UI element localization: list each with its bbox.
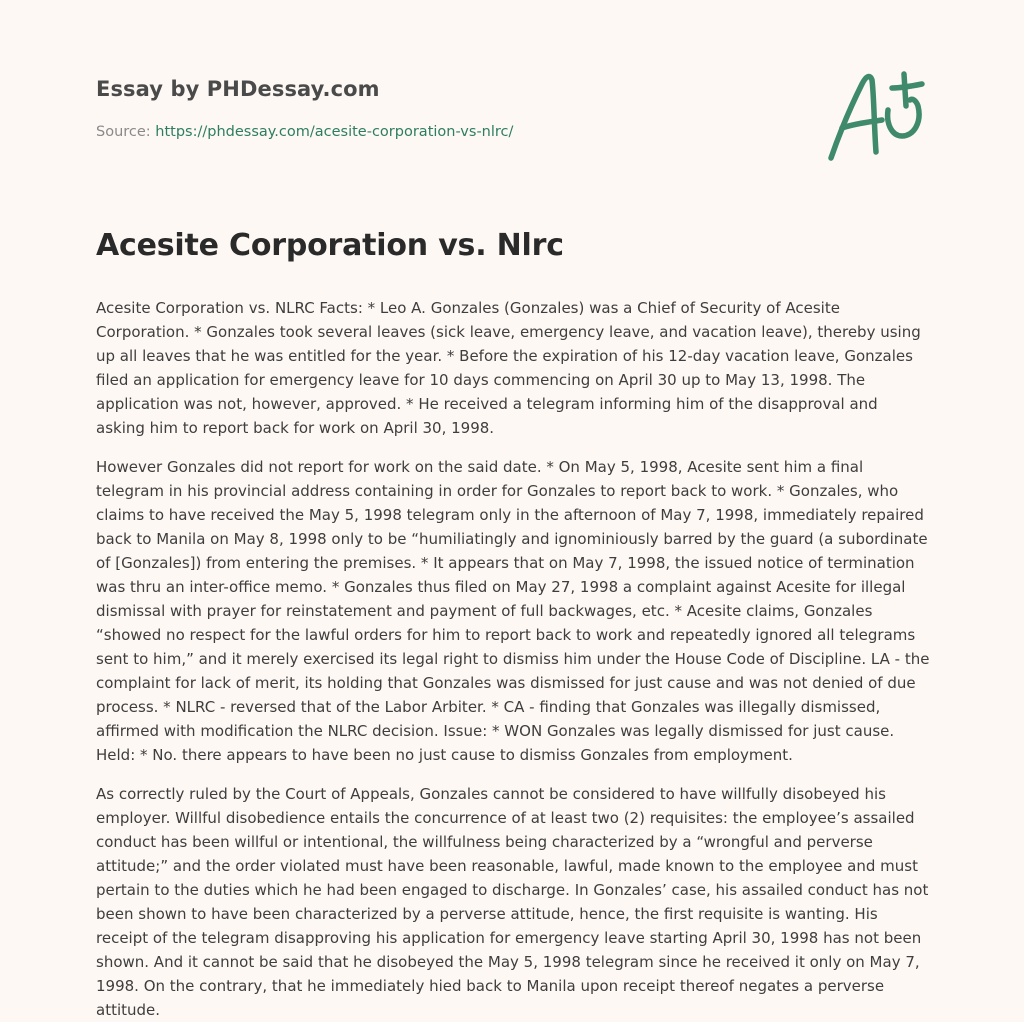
paragraph: However Gonzales did not report for work on the said date. * On May 5, 1998, Acesite sent him a final telegram in his provincial address containing in order for Gonzales to report back to work. * Gonzales, who claims to have received the May 5, 1998 telegram only in the afternoon of May 7, 1998, immediately repaired back to Manila on May 8, 1998 only to be “humiliatingly and ignominiously barred by the guard (a subordinate of [Gonzales]) from entering the premises. * It appears that on May 7, 1998, the issued notice of termination was thru an inter-office memo. * Gonzales thus filed on May 27, 1998 a complaint against Acesite for illegal dismissal with prayer for reinstatement and payment of full backwages, etc. * Acesite claims, Gonzales “showed no respect for the lawful orders for him to report back to work and repeatedly ignored all telegrams sent to him,” and it merely exercised its legal right to dismiss him under the House Code of Discipline. LA - the complaint for lack of merit, its holding that Gonzales was dismissed for just cause and was not denied of due process. * NLRC - reversed that of the Labor Arbiter. * CA - finding that Gonzales was illegally dismissed, affirmed with modification the NLRC decision. Issue: * WON Gonzales was legally dismissed for just cause. Held: * No. there appears to have been no just cause to dismiss Gonzales from employment. — [96, 458, 930, 764]
article-body — [96, 296, 930, 1022]
source-line — [96, 124, 513, 140]
source-link[interactable]: https://phdessay.com/acesite-corporation-vs-nlrc/ — [155, 124, 514, 140]
page-title: Acesite Corporation vs. Nlrc — [96, 228, 564, 263]
a-plus-logo-icon — [826, 66, 930, 164]
source-label: Source: — [96, 124, 151, 140]
header — [96, 0, 928, 200]
paragraph: Acesite Corporation vs. NLRC Facts: * Leo A. Gonzales (Gonzales) was a Chief of Security of Acesite Corporation. * Gonzales took several leaves (sick leave, emergency leave, and vacation leave), thereby using up all leaves that he was entitled for the year. * Before the expiration of his 12-day vacation leave, Gonzales filed an application for emergency leave for 10 days commencing on April 30 up to May 13, 1998. The application was not, however, approved. * He received a telegram informing him of the disapproval and asking him to report back for work on April 30, 1998. — [96, 299, 921, 437]
paragraph: As correctly ruled by the Court of Appeals, Gonzales cannot be considered to have willfully disobeyed his employer. Willful disobedience entails the concurrence of at least two (2) requisites: the employee’s assailed conduct has been willful or intentional, the willfulness being characterized by a “wrongful and perverse attitude;” and the order violated must have been reasonable, lawful, made known to the employee and must pertain to the duties which he had been engaged to discharge. In Gonzales’ case, his assailed conduct has not been shown to have been characterized by a perverse attitude, hence, the first requisite is wanting. His receipt of the telegram disapproving his application for emergency leave starting April 30, 1998 has not been shown. And it cannot be said that he disobeyed the May 5, 1998 telegram since he received it only on May 7, 1998. On the contrary, that he immediately hied back to Manila upon receipt thereof negates a perverse attitude. — [96, 785, 929, 1019]
site-brand: Essay by PHDessay.com — [96, 77, 380, 101]
